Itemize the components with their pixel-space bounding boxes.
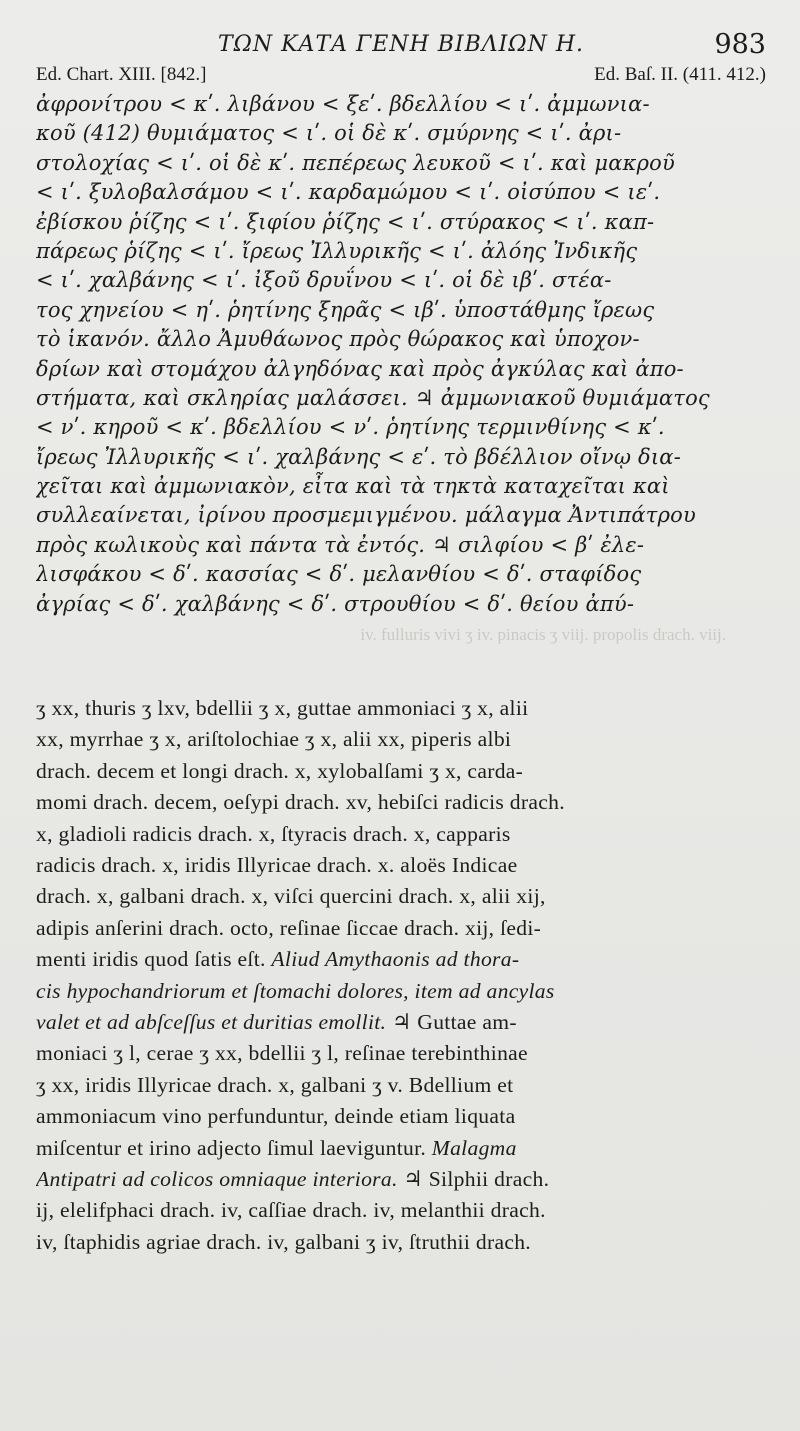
latin-segment: x, gladioli radicis drach. x, ſtyracis drach. x, capparis <box>36 821 511 846</box>
edition-left: Ed. Chart. XIII. [842.] <box>36 64 207 85</box>
greek-line: τὸ ἱκανόν. ἄλλο Ἀμυθάωνος πρὸς θώρακος καὶ ὑποχον- <box>36 327 640 352</box>
latin-line <box>36 1007 766 1038</box>
latin-italic-segment: Malagma <box>431 1135 517 1160</box>
latin-segment: ʒ xx, thuris ʒ lxv, bdellii ʒ x, guttae ammoniaci ʒ x, alii <box>36 696 529 721</box>
latin-segment: radicis drach. x, iridis Illyricae drach. x. aloës Indicae <box>36 852 518 877</box>
latin-line <box>36 881 766 912</box>
greek-line: < ιʹ. χαλβάνης < ιʹ. ἰξοῦ δρυΐνου < ιʹ. οἱ δὲ ιβʹ. στέα- <box>36 268 612 293</box>
greek-line: χεῖται καὶ ἀμμωνιακὸν, εἶτα καὶ τὰ τηκτὰ καταχεῖται καὶ <box>36 474 670 499</box>
latin-italic-segment: Antipatri ad colicos omniaque interiora. <box>36 1166 398 1191</box>
latin-segment: ʒ xx, iridis Illyricae drach. x, galbani ʒ v. Bdellium et <box>36 1072 514 1097</box>
latin-segment: menti iridis quod ſatis eſt. <box>36 947 272 972</box>
greek-line: στολοχίας < ιʹ. οἱ δὲ κʹ. πεπέρεως λευκοῦ < ιʹ. καὶ μακροῦ <box>36 150 675 175</box>
latin-segment: ♃ Guttae am- <box>386 1009 517 1034</box>
latin-segment: ♃ Silphii drach. <box>397 1166 550 1191</box>
edition-right: Ed. Baſ. II. (411. 412.) <box>594 64 766 85</box>
greek-line: δρίων καὶ στομάχου ἀλγηδόνας καὶ πρὸς ἀγκύλας καὶ ἀπο- <box>36 356 684 381</box>
latin-italic-segment: Aliud Amythaonis ad thora- <box>271 947 520 972</box>
latin-line <box>36 693 766 724</box>
latin-italic-segment: cis hypochandriorum et ſtomachi dolores, item ad ancylas <box>36 978 555 1003</box>
latin-segment: drach. decem et longi drach. x, xylobalſami ʒ x, carda- <box>36 758 524 783</box>
greek-line: πρὸς κωλικοὺς καὶ πάντα τὰ ἐντός. ♃ σιλφίου < βʹ ἐλε- <box>36 532 645 557</box>
greek-line: ἀφρονίτρου < κʹ. λιβάνου < ξεʹ. βδελλίου < ιʹ. ἀμμωνια- <box>36 92 650 116</box>
latin-line <box>36 1101 766 1132</box>
latin-text-block <box>36 693 766 1258</box>
bleed-through-text: iv. fulluris vivi ʒ iv. pinacis ʒ viij. propolis drach. viij. <box>360 625 726 645</box>
running-head: ΤΩΝ ΚΑΤΑ ΓΕΝΗ ΒΙΒΛΙΩΝ Η. <box>217 32 585 57</box>
page-number: 983 <box>714 29 766 60</box>
greek-line: κοῦ (412) θυμιάματος < ιʹ. οἱ δὲ κʹ. σμύρνης < ιʹ. ἀρι- <box>36 121 622 146</box>
latin-segment: miſcentur et irino adjecto ſimul laeviguntur. <box>36 1135 432 1160</box>
latin-line <box>36 1070 766 1101</box>
greek-line: < ιʹ. ξυλοβαλσάμου < ιʹ. καρδαμώμου < ιʹ. οἰσύπου < ιεʹ. <box>36 180 661 205</box>
greek-line: ἀγρίας < δʹ. χαλβάνης < δʹ. στρουθίου < δʹ. θείου ἀπύ- <box>36 591 635 616</box>
edition-line <box>36 62 766 88</box>
latin-line <box>36 944 766 975</box>
latin-segment: adipis anſerini drach. octo, reſinae ſiccae drach. xij, ſedi- <box>36 915 542 940</box>
latin-line <box>36 1133 766 1164</box>
latin-line <box>36 724 766 755</box>
latin-segment: iv, ſtaphidis agriae drach. iv, galbani ʒ iv, ſtruthii drach. <box>36 1229 532 1254</box>
latin-line <box>36 913 766 944</box>
latin-segment: drach. x, galbani drach. x, viſci quercini drach. x, alii xij, <box>36 884 546 909</box>
greek-line: < νʹ. κηροῦ < κʹ. βδελλίου < νʹ. ῥητίνης τερμινθίνης < κʹ. <box>36 415 665 440</box>
latin-segment: momi drach. decem, oeſypi drach. xv, hebiſci radicis drach. <box>36 790 565 815</box>
latin-line <box>36 1195 766 1226</box>
latin-segment: ammoniacum vino perfunduntur, deinde etiam liquata <box>36 1104 516 1129</box>
greek-line: ἴρεως Ἰλλυρικῆς < ιʹ. χαλβάνης < εʹ. τὸ βδέλλιον οἴνῳ δια- <box>36 444 681 469</box>
bleed-through-area <box>36 619 766 693</box>
latin-line <box>36 850 766 881</box>
latin-line <box>36 1227 766 1258</box>
latin-line <box>36 819 766 850</box>
greek-line: πάρεως ῥίζης < ιʹ. ἴρεως Ἰλλυρικῆς < ιʹ. ἀλόης Ἰνδικῆς <box>36 238 638 263</box>
latin-line <box>36 1164 766 1195</box>
latin-line <box>36 787 766 818</box>
greek-text-block <box>36 90 766 619</box>
greek-line: ἐβίσκου ῥίζης < ιʹ. ξιφίου ῥίζης < ιʹ. στύρακος < ιʹ. καπ- <box>36 209 655 234</box>
latin-segment: xx, myrrhae ʒ x, ariſtolochiae ʒ x, alii xx, piperis albi <box>36 727 512 752</box>
latin-italic-segment: valet et ad abſceſſus et duritias emollit. <box>36 1009 387 1034</box>
latin-segment: moniaci ʒ l, cerae ʒ xx, bdellii ʒ l, reſinae terebinthinae <box>36 1041 528 1066</box>
latin-segment: ij, elelifphaci drach. iv, caſſiae drach. iv, melanthii drach. <box>36 1198 546 1223</box>
greek-line: στήματα, καὶ σκληρίας μαλάσσει. ♃ ἀμμωνιακοῦ θυμιάματος <box>36 385 710 410</box>
latin-line <box>36 976 766 1007</box>
greek-line: συλλεαίνεται, ἰρίνου προσμεμιγμένου. μάλαγμα Ἀντιπάτρου <box>36 503 696 528</box>
greek-line: λισφάκου < δʹ. κασσίας < δʹ. μελανθίου < δʹ. σταφίδος <box>36 562 642 587</box>
greek-line: τος χηνείου < ηʹ. ῥητίνης ξηρᾶς < ιβʹ. ὑποστάθμης ἴρεως <box>36 297 655 322</box>
latin-line <box>36 756 766 787</box>
latin-line <box>36 1038 766 1069</box>
